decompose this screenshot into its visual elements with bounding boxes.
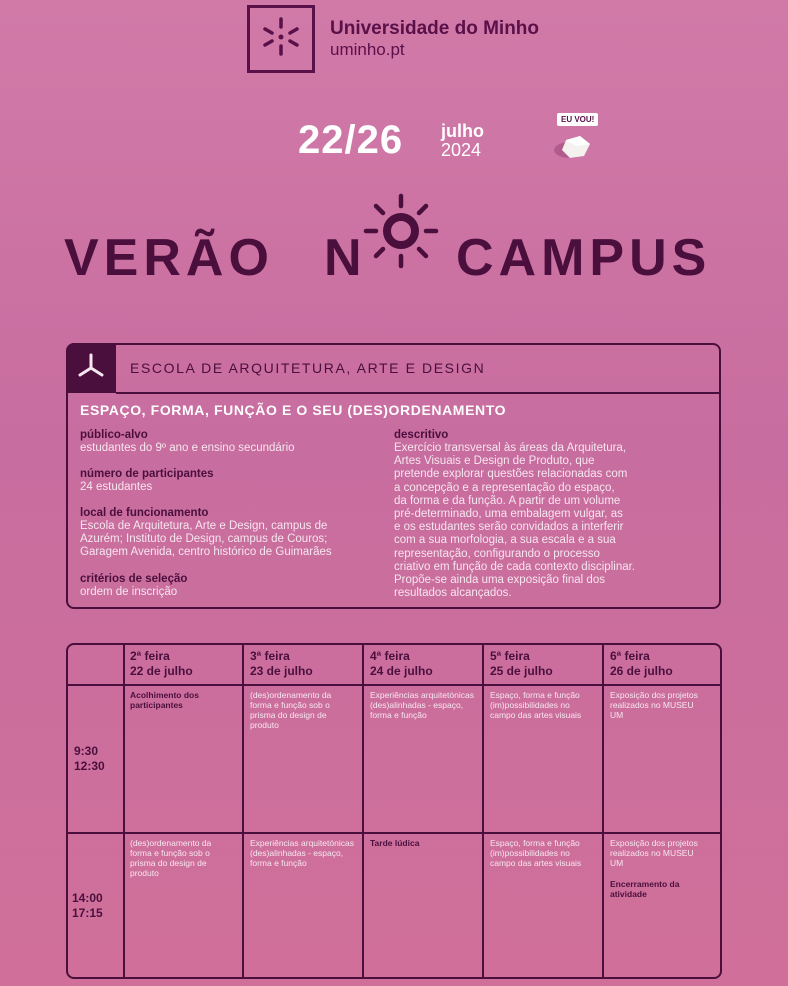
participantes-label: número de participantes [80,468,214,480]
schedule-cell: Experiências arquitetónicas (des)alinhadas - espaço, forma e função [250,838,354,868]
local-line: Azurém; Instituto de Design, campus de Couros; [80,533,328,545]
descritivo-line: resultados alcançados. [394,587,512,600]
title-campus: CAMPUS [456,229,712,287]
descritivo-label: descritivo [394,429,449,441]
descritivo-line: pré-determinado, uma embalagem vulgar, as [394,508,623,521]
school-icon-box [66,343,116,393]
publico-alvo-label: público-alvo [80,429,148,441]
university-url[interactable]: uminho.pt [330,40,405,59]
event-year: 2024 [441,140,482,160]
day-date: 25 de julho [490,664,553,678]
descritivo-line: Exercício transversal às áreas da Arquitetura, [394,442,627,454]
eu-vou-badge: EU VOU! [557,113,598,126]
sun-icon [358,190,444,276]
schedule-cell: (des)ordenamento da forma e função sob o prisma do design de produto [250,690,332,730]
closing-cell: Encerramento da atividade [610,879,680,899]
event-month: julho [441,121,484,141]
criterios-label: critérios de seleção [80,573,188,585]
time-start: 14:00 [72,891,103,905]
university-name: Universidade do Minho [330,18,540,39]
time-end: 17:15 [72,906,103,920]
row-divider [68,684,720,686]
local-line: Garagem Avenida, centro histórico de Guimarães [80,546,332,558]
day-date: 23 de julho [250,664,313,678]
column-divider [362,645,364,977]
column-divider [242,645,244,977]
participantes-value: 24 estudantes [80,481,153,493]
descritivo-line: representação, configurando o processo [394,547,600,560]
schedule-cell: Exposição dos projetos realizados no MUSEU UM [610,690,698,720]
umninho-emblem-icon [250,8,312,70]
time-start: 9:30 [74,744,99,758]
day-weekday: 3ª feira [250,649,290,663]
descritivo-line: Artes Visuais e Design de Produto, que [394,455,595,468]
title-verao: VERÃO [64,229,274,287]
row-divider [68,832,720,834]
local-label: local de funcionamento [80,507,209,519]
school-emblem-icon [66,343,116,393]
schedule-cell: Espaço, forma e função (im)possibilidades no campo das artes visuais [490,838,582,868]
title-n: N [324,229,362,287]
descritivo-line: da forma e da função. A partir de um volume [394,494,621,507]
panel-header-divider [116,392,721,394]
schedule-cell: Tarde lúdica [370,838,420,848]
day-date: 22 de julho [130,664,193,678]
descritivo-line: criativo em função de cada contexto disciplinar. [394,560,635,573]
day-date: 24 de julho [370,664,433,678]
project-title: ESPAÇO, FORMA, FUNÇÃO E O SEU (DES)ORDENAMENTO [80,402,507,418]
day-header [250,649,313,679]
day-date: 26 de julho [610,664,673,678]
day-header [490,649,553,679]
schedule-cell: Experiências arquitetónicas (des)alinhadas - espaço, forma e função [370,690,474,720]
descritivo-line: Propõe-se ainda uma exposição final dos [394,574,605,587]
publico-alvo-value: estudantes do 9º ano e ensino secundário [80,442,295,454]
day-header [370,649,433,679]
criterios-value: ordem de inscrição [80,586,178,598]
column-divider [123,645,125,977]
day-weekday: 5ª feira [490,649,530,663]
column-divider [602,645,604,977]
package-cube-icon [548,128,598,164]
day-header [610,649,673,679]
schedule-cell: (des)ordenamento da forma e função sob o prisma do design de produto [130,838,212,878]
local-line: Escola de Arquitetura, Arte e Design, campus de [80,520,328,532]
day-weekday: 4ª feira [370,649,410,663]
time-slot-afternoon [72,891,103,921]
time-end: 12:30 [74,759,105,773]
descritivo-line: pretende explorar questões relacionadas com [394,468,628,481]
day-weekday: 6ª feira [610,649,650,663]
day-header [130,649,193,679]
descritivo-line: e os estudantes serão convidados a interferir [394,521,624,534]
university-logo [247,5,315,73]
event-date-range: 22/26 [298,118,404,162]
day-weekday: 2ª feira [130,649,170,663]
schedule-cell: Acolhimento dos participantes [130,690,199,710]
descritivo-line: com a sua morfologia, a sua escala e a sua [394,534,616,547]
schedule-cell: Espaço, forma e função (im)possibilidades no campo das artes visuais [490,690,582,720]
descritivo-text [394,442,714,600]
time-slot-morning [74,744,105,774]
schedule-cell: Exposição dos projetos realizados no MUSEU UM [610,838,698,868]
school-name: ESCOLA DE ARQUITETURA, ARTE E DESIGN [130,360,486,376]
descritivo-line: a concepção e a representação do espaço, [394,481,615,494]
column-divider [482,645,484,977]
